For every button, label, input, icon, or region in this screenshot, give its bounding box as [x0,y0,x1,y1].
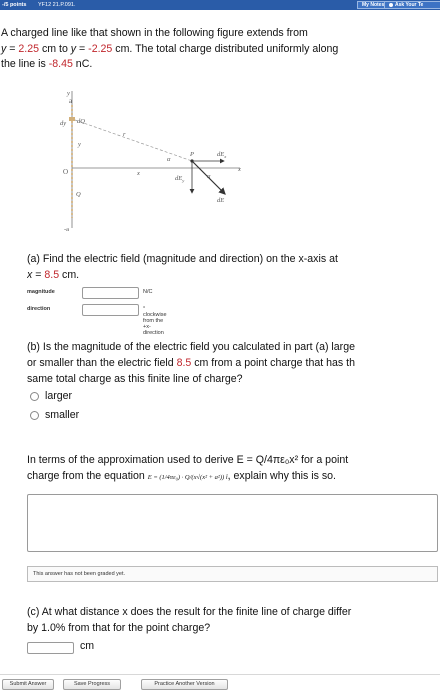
x-value: 8.5 [44,269,60,281]
y-to-value: -2.25 [88,42,113,55]
magnitude-input[interactable] [82,287,139,299]
ask-teacher-label: Ask Your Te [395,2,424,8]
label-y-axis: y [67,90,70,97]
part-b-text-span: cm from a point charge that has th [191,357,355,369]
part-b2-text-span: charge from the equation [27,470,148,482]
label-dEx [217,151,226,159]
question-code: YF12 21.P.091. [38,2,76,8]
label-x-axis: x [238,166,241,173]
problem-statement [1,26,439,73]
magnitude-label: magnitude [27,289,55,295]
dEx-subscript: x [224,154,227,159]
point-p [190,159,193,162]
label-dEy [175,175,184,183]
part-b-line-2 [27,355,439,371]
var-x: x [27,269,33,281]
ask-teacher-button[interactable] [384,1,440,9]
part-b-line-3: same total charge as this finite line of charge? [27,373,243,385]
part-b2-text-span: , explain why this is so. [227,470,336,482]
submit-answer-button[interactable]: Submit Answer [2,679,54,690]
figure-svg [50,88,250,243]
part-a-line-2 [27,267,439,283]
radio-label: larger [45,390,73,402]
intro-line-2 [1,42,439,58]
part-b-text-span: or smaller than the electric field [27,357,177,369]
label-a-bottom: -a [64,226,70,233]
intro-text: the line is [1,58,49,70]
label-dy: dy [60,120,67,127]
practice-another-version-button[interactable]: Practice Another Version [141,679,228,690]
charged-line-figure [50,88,250,243]
part-b-line-1: (b) Is the magnitude of the electric field you calculated in part (a) large [27,341,355,353]
direction-unit: ° clockwise from the +x-direction [143,306,167,336]
intro-line-1: A charged line like that shown in the following figure extends from [1,27,308,39]
label-alpha-1: α [167,156,171,163]
part-b2-line-1: In terms of the approximation used to derive E = Q/4πε₀x² for a point [27,454,349,466]
unit-text: cm to [39,42,71,55]
label-x: x [137,170,140,177]
radio-label: smaller [45,409,80,421]
unit-text: nC. [72,58,93,70]
distance-value: 8.5 [176,357,192,369]
save-progress-button[interactable]: Save Progress [63,679,121,690]
var-y: y [70,42,77,55]
field-equation: E = (1/4πε₀) · Q/(x√(x² + a²)) î [147,474,228,481]
label-r: r [123,131,126,138]
label-origin: O [63,168,69,176]
radio-button[interactable] [30,411,39,420]
label-P: P [190,151,194,158]
action-bar [0,674,440,700]
part-a-line-1: (a) Find the electric field (magnitude and direction) on the x-axis at [27,253,338,265]
dEx-text: dE [217,151,225,158]
unit-text: cm. [59,269,80,281]
label-Q: Q [76,191,81,198]
charge-value: -8.45 [48,58,73,70]
part-c-text [27,604,439,636]
distance-input[interactable] [27,642,74,654]
explanation-textarea[interactable] [27,494,438,552]
label-alpha-2: α [207,173,211,180]
distance-unit: cm [80,640,95,652]
dEy-text: dE [175,175,183,182]
points-label: -/5 points [2,2,27,8]
graded-status: This answer has not been graded yet. [27,566,438,582]
assignment-header-bar [0,0,440,10]
dEy-subscript: y [182,178,185,183]
label-dE: dE [217,197,225,204]
part-b2-line-2 [27,468,439,486]
part-b2-text [27,452,439,486]
label-y: y [78,141,81,148]
magnitude-unit: N/C [143,289,153,295]
part-b-text [27,339,439,387]
part-a-text [27,251,439,283]
intro-text: cm. The total charge distributed uniformly along [112,42,339,55]
eq-sign: = [6,42,19,55]
eq-sign: = [32,269,45,281]
radio-button[interactable] [30,392,39,401]
charge-element [69,117,75,121]
direction-input[interactable] [82,304,139,316]
eq-sign: = [76,42,89,55]
label-a-top: a [69,97,73,105]
intro-line-3 [1,57,439,73]
var-y: y [1,42,7,55]
my-notes-button[interactable]: My Notes [357,1,389,9]
direction-label: direction [27,306,51,312]
add-icon [389,3,393,7]
y-from-value: 2.25 [18,42,39,55]
part-c-line-1: (c) At what distance x does the result for the finite line of charge differ [27,606,352,618]
part-c-line-2: by 1.0% from that for the point charge? [27,622,211,634]
r-line [75,120,192,161]
label-dQ: dQ [77,118,85,125]
